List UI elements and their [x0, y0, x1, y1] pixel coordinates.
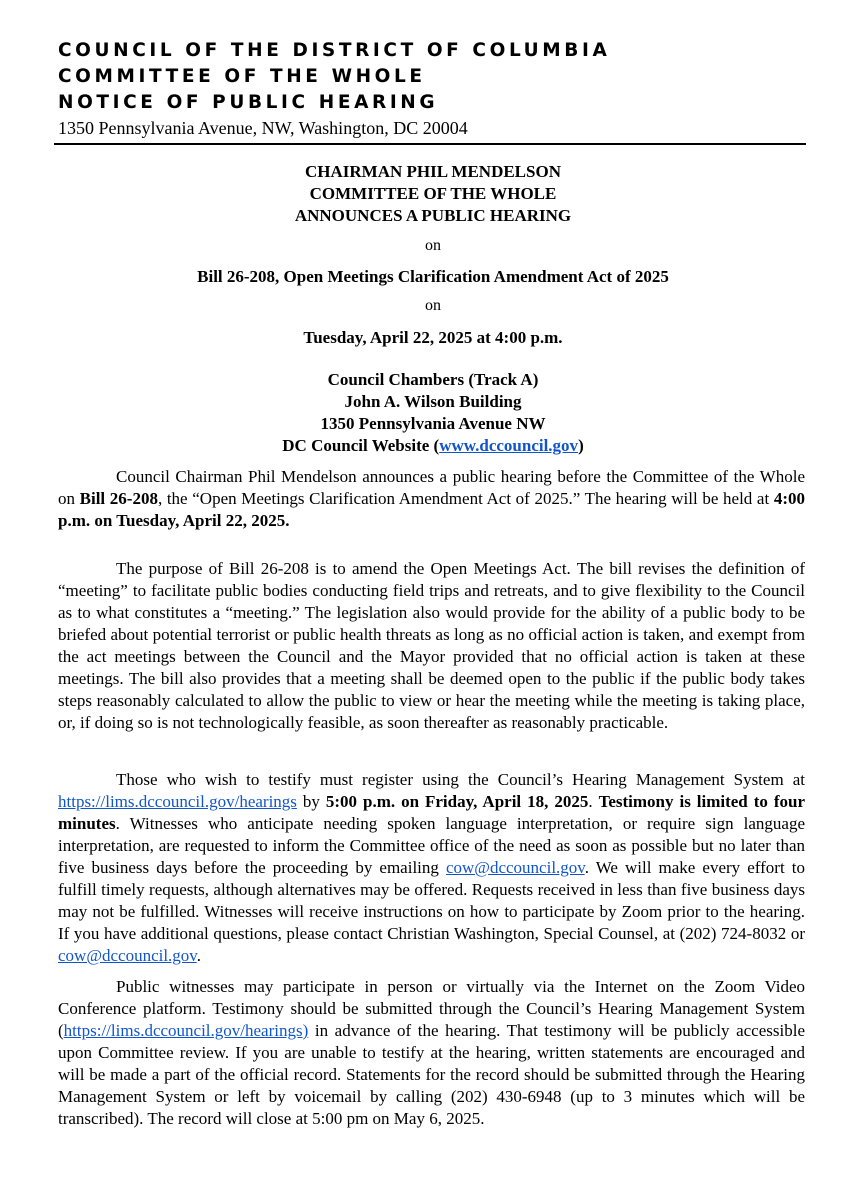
p3-text-3: .: [588, 792, 599, 811]
letterhead-council: COUNCIL OF THE DISTRICT OF COLUMBIA: [58, 40, 611, 61]
announcement-block: [58, 161, 808, 227]
p3-text-2: by: [296, 792, 326, 811]
paragraph-testimony: [58, 769, 805, 967]
p4-text-2: in advance of the hearing. That testimony will be publicly accessible upon Committee review. If you are unable to testify at the hearing, written statements are encouraged and will be made a part of the official record. Statements for the record should be submitted through the Hearing Management System or left by voicemail by calling (202) 430-6948 (up to 3 minutes which will be transcribed). The record will close at 5:00 pm on May 6, 2025.: [58, 1021, 805, 1128]
p4-text-1: Public witnesses may participate in person or virtually via the Internet on the Zoom Video Conference platform. Testimony should be submitted through the Council’s Hearing Management System (: [58, 977, 805, 1040]
p1-text-2: , the “Open Meetings Clarification Amendment Act of 2025.” The hearing will be held at: [157, 489, 774, 508]
paragraph-participation: [58, 976, 805, 1130]
email-link-contact[interactable]: cow@dccouncil.gov: [58, 946, 197, 965]
paragraph-announcement: [58, 466, 805, 532]
p3-time-limit: Testimony is limited to four minutes: [58, 792, 806, 833]
letterhead-notice: NOTICE OF PUBLIC HEARING: [58, 92, 439, 113]
letterhead: [58, 38, 808, 140]
chairman-line: CHAIRMAN PHIL MENDELSON: [305, 162, 561, 181]
p1-hearing-time: 4:00 p.m. on Tuesday, April 22, 2025.: [58, 489, 806, 530]
p1-bill-number: Bill 26-208: [79, 489, 158, 508]
location-street: 1350 Pennsylvania Avenue NW: [320, 414, 546, 433]
hearing-datetime: Tuesday, April 22, 2025 at 4:00 p.m.: [303, 328, 563, 347]
p3-text-5: . We will make every effort to fulfill timely requests, although alternatives may be offered. Requests received in less than five business days may not be fulfilled. Witnesses will receive instructions on how to participate by Zoom prior to the hearing. If you have additional questions, please contact Christian Washington, Special Counsel, at (202) 724-8032 or: [58, 858, 805, 943]
website-suffix: ): [578, 436, 584, 455]
website-link[interactable]: www.dccouncil.gov: [439, 436, 579, 455]
email-link[interactable]: cow@dccouncil.gov: [445, 858, 585, 877]
location-website: [58, 435, 808, 457]
letterhead-address: 1350 Pennsylvania Avenue, NW, Washington, DC 20004: [58, 118, 468, 138]
website-prefix: DC Council Website (: [282, 436, 440, 455]
header-divider: [54, 143, 806, 145]
on-text-2: on: [425, 297, 441, 314]
location-building: John A. Wilson Building: [344, 392, 522, 411]
letterhead-committee: COMMITTEE OF THE WHOLE: [58, 66, 426, 87]
bill-title: Bill 26-208, Open Meetings Clarification Amendment Act of 2025: [197, 267, 669, 286]
p3-text-1: Those who wish to testify must register using the Council’s Hearing Management System at: [116, 770, 805, 789]
p3-text-6: .: [196, 946, 201, 965]
hearing-system-link-2[interactable]: https://lims.dccouncil.gov/hearings): [63, 1021, 309, 1040]
committee-line: COMMITTEE OF THE WHOLE: [309, 184, 557, 203]
location-room: Council Chambers (Track A): [327, 370, 539, 389]
p3-deadline: 5:00 p.m. on Friday, April 18, 2025: [325, 792, 589, 811]
p1-text-1: Council Chairman Phil Mendelson announces a public hearing before the Committee of the Whole on: [58, 467, 805, 508]
paragraph-purpose: The purpose of Bill 26-208 is to amend the Open Meetings Act. The bill revises the definition of “meeting” to facilitate public bodies conducting field trips and retreats, and to give flexibility to the Council as to what constitutes a “meeting.” The legislation also would provide for the ability of a public body to be briefed about potential terrorist or public health threats as long as no official action is taken, and exempt from the act meetings between the Council and the Mayor provided that no official action is taken at these meetings. The bill also provides that a meeting shall be deemed open to the public if the public body takes steps reasonably calculated to allow the public to view or hear the meeting while the meeting is taking place, or, if doing so is not technologically feasible, as soon thereafter as reasonably practicable.: [58, 559, 805, 732]
on-text-1: on: [425, 237, 441, 254]
location-block: [58, 369, 808, 457]
hearing-system-link[interactable]: https://lims.dccouncil.gov/hearings: [58, 792, 297, 811]
p3-text-4: . Witnesses who anticipate needing spoken language interpretation, or require sign language interpretation, are requested to inform the Committee office of the need as soon as possible but no later than five business days before the proceeding by emailing: [58, 814, 805, 877]
announces-line: ANNOUNCES A PUBLIC HEARING: [294, 206, 572, 225]
